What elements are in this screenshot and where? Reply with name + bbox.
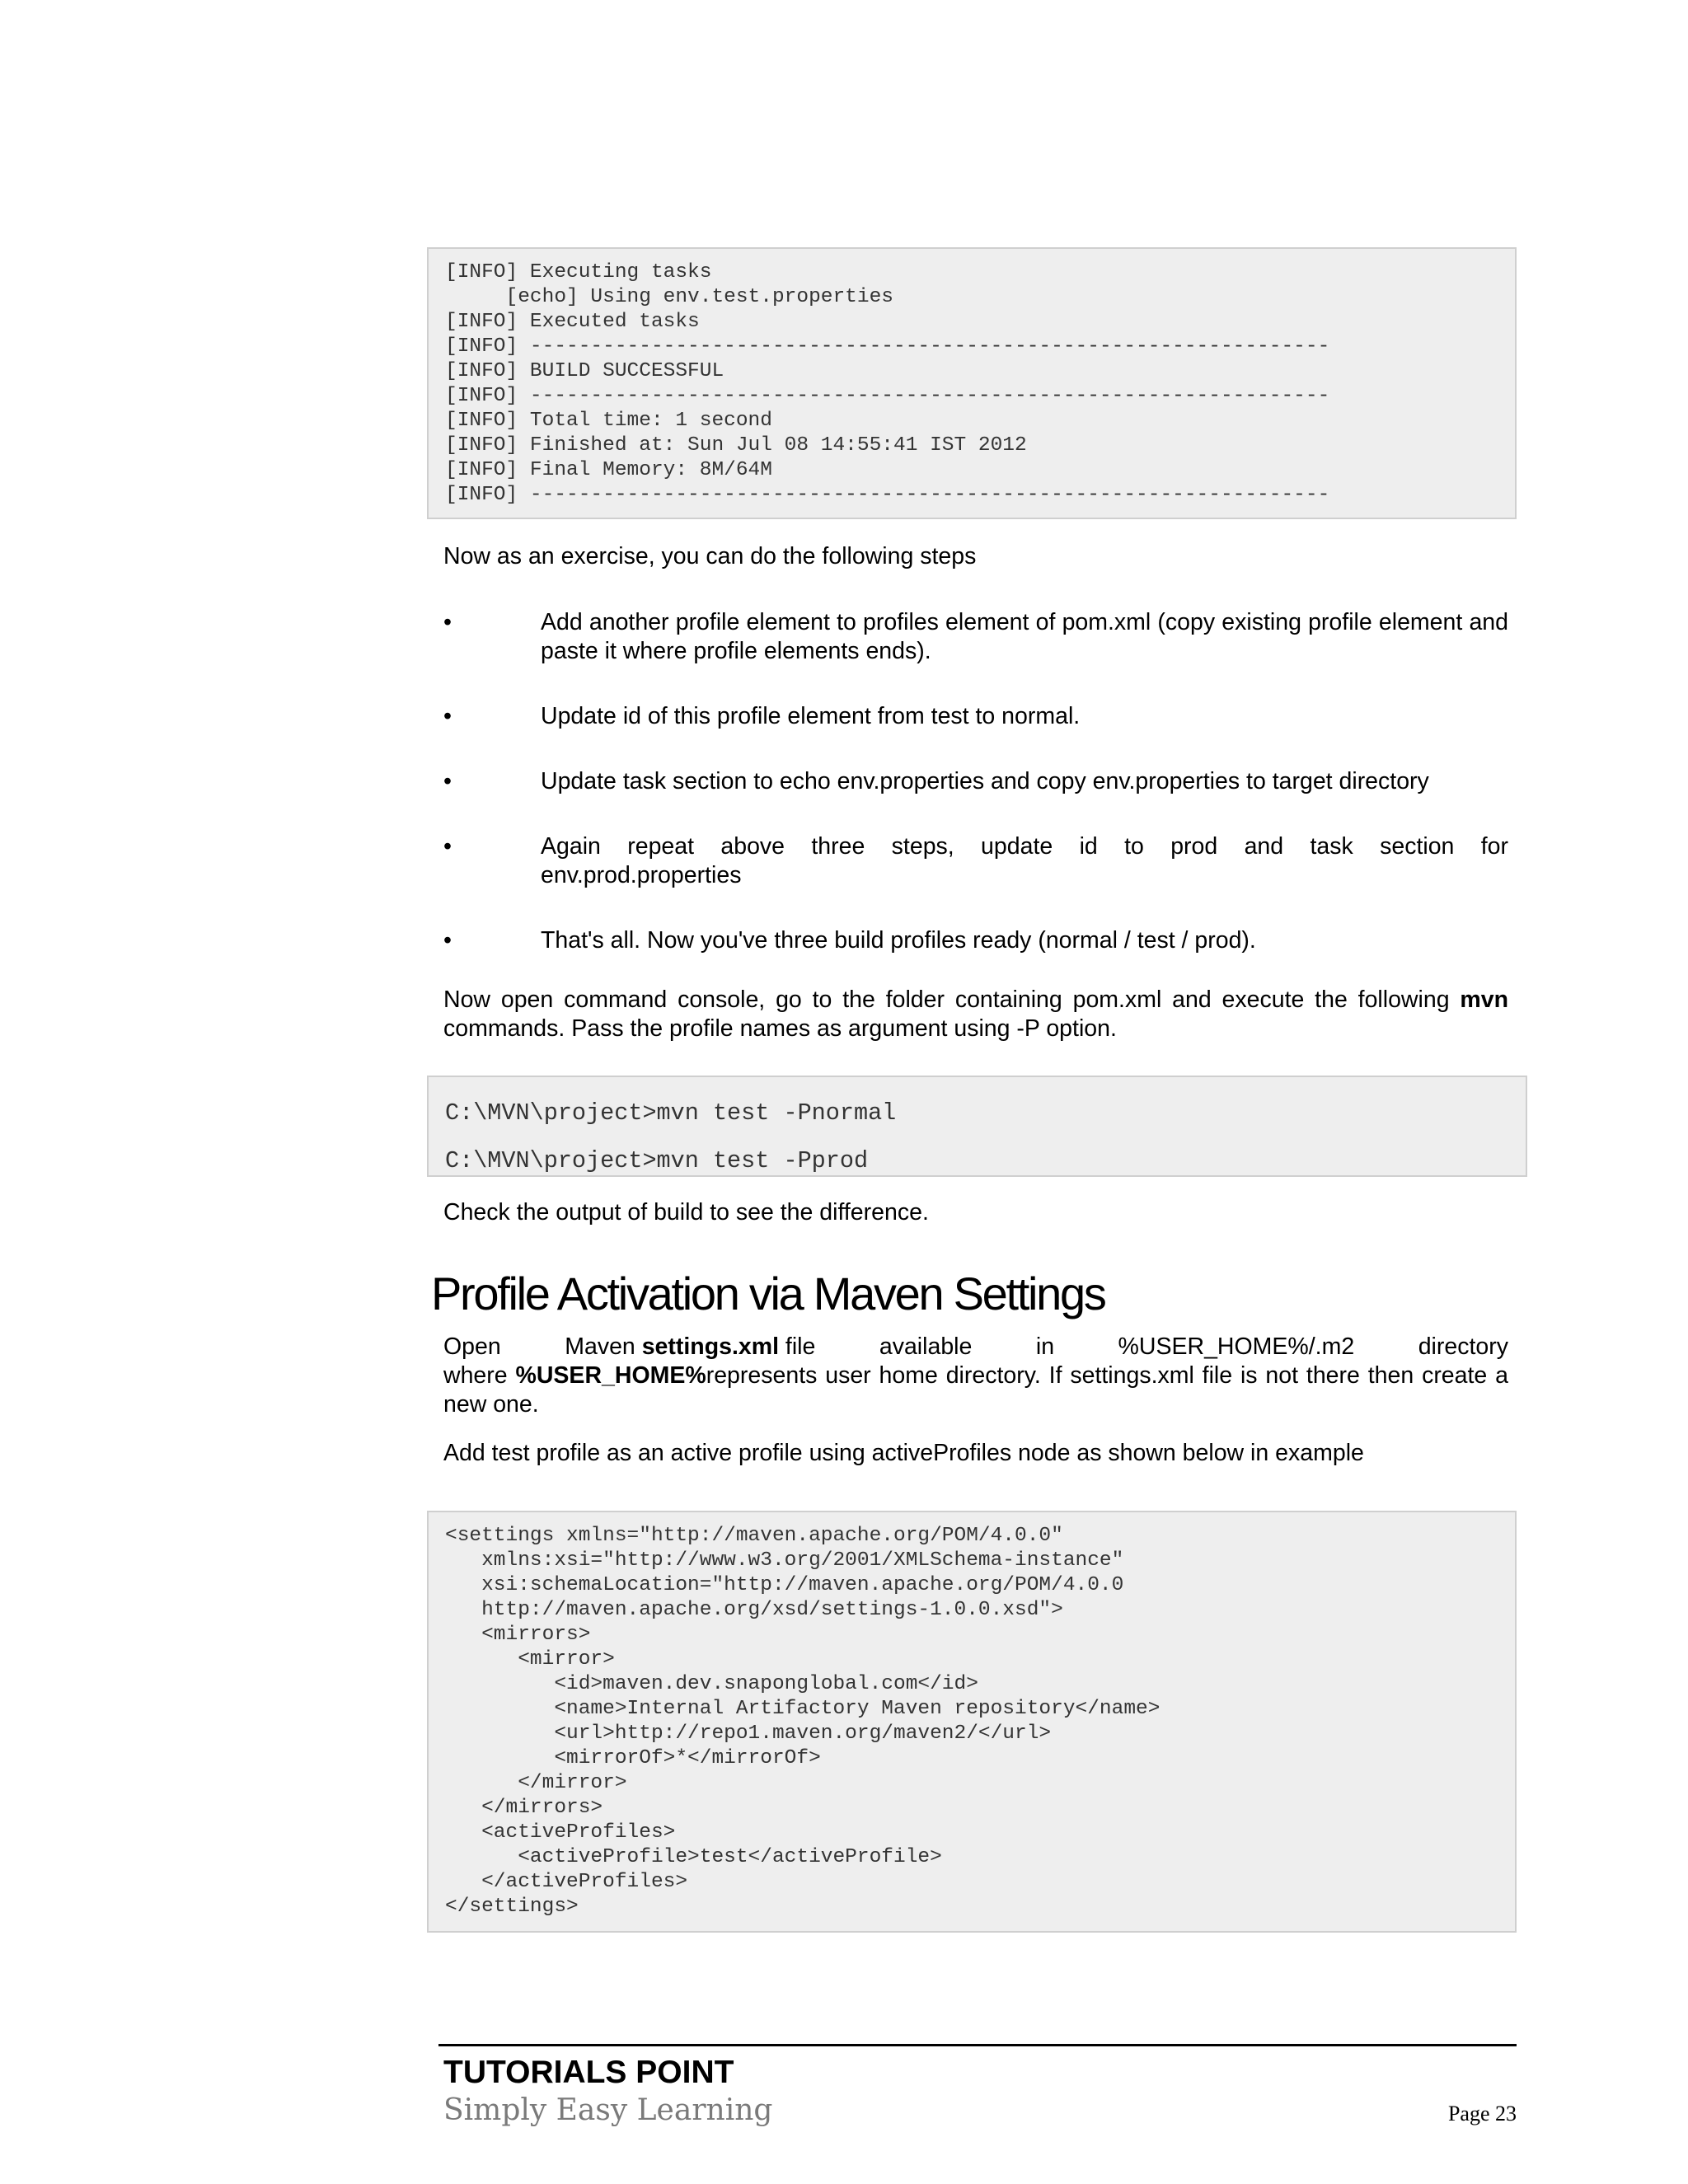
code-line: <mirrorOf>*</mirrorOf>: [445, 1747, 821, 1769]
code-line: <activeProfiles>: [445, 1821, 676, 1844]
list-item-text: Update id of this profile element from test to normal.: [541, 703, 1081, 729]
code-line: [INFO] BUILD SUCCESSFUL: [445, 360, 724, 382]
code-line: <mirrors>: [445, 1624, 591, 1646]
list-item-text: Update task section to echo env.properties and copy env.properties to target directory: [541, 768, 1429, 794]
word: Maven: [565, 1333, 635, 1360]
console-text-before: Now open command console, go to the folder containing pom.xml and execute the following: [443, 987, 1461, 1013]
code-line: [INFO] ------------------------------------------------------------------: [445, 385, 1330, 407]
command-line: C:\MVN\project>mvn test -Pprod: [445, 1147, 869, 1174]
list-item-text: Add another profile element to profiles element of pom.xml (copy existing profile element and paste it where profile elements ends).: [541, 609, 1508, 664]
footer-brand: TUTORIALS POINT: [443, 2055, 734, 2090]
section-heading: Profile Activation via Maven Settings: [431, 1268, 1105, 1319]
mvn-keyword: mvn: [1460, 987, 1508, 1013]
add-profile-text: Add test profile as an active profile using activeProfiles node as shown below in example: [443, 1440, 1364, 1466]
code-line: <id>maven.dev.snaponglobal.com</id>: [445, 1673, 978, 1695]
settings-xml-code-block: [427, 1511, 1517, 1933]
code-line: [INFO] ------------------------------------------------------------------: [445, 484, 1330, 506]
code-line: [echo] Using env.test.properties: [445, 286, 893, 308]
code-line: <activeProfile>test</activeProfile>: [445, 1846, 942, 1868]
exercise-intro: Now as an exercise, you can do the following steps: [443, 543, 977, 569]
where-text: where: [443, 1362, 516, 1389]
rest-text: represents user home directory. If settings.xml file is not there then create a new one.: [443, 1362, 1508, 1418]
word: directory: [1418, 1333, 1508, 1360]
console-text-after: commands. Pass the profile names as argument using -P option.: [443, 1015, 1117, 1042]
list-item-text-continued: env.prod.properties: [541, 862, 742, 888]
code-line: <url>http://repo1.maven.org/maven2/</url>: [445, 1722, 1052, 1745]
commands-code-block: [427, 1076, 1527, 1177]
check-output-text: Check the output of build to see the difference.: [443, 1199, 929, 1226]
code-line: </activeProfiles>: [445, 1871, 688, 1893]
user-home-keyword: %USER_HOME%: [515, 1362, 706, 1389]
bullet-icon: •: [443, 833, 452, 860]
console-instructions: [443, 986, 1508, 1043]
code-line: <name>Internal Artifactory Maven repository</name>: [445, 1698, 1160, 1720]
word: Open: [443, 1333, 501, 1360]
footer-tagline: Simply Easy Learning: [443, 2093, 773, 2127]
footer-divider: [438, 2044, 1517, 2046]
word: available: [879, 1333, 973, 1360]
code-line: [INFO] Total time: 1 second: [445, 410, 772, 432]
code-line: xmlns:xsi="http://www.w3.org/2001/XMLSchema-instance": [445, 1549, 1124, 1572]
code-line: http://maven.apache.org/xsd/settings-1.0.0.xsd">: [445, 1599, 1063, 1621]
code-line: </mirror>: [445, 1772, 627, 1794]
word: in: [1035, 1333, 1055, 1360]
bullet-icon: •: [443, 609, 452, 635]
word: file: [785, 1333, 816, 1360]
code-line: xsi:schemaLocation="http://maven.apache.org/POM/4.0.0: [445, 1574, 1124, 1596]
settings-xml-keyword: settings.xml: [641, 1333, 779, 1360]
code-line: [INFO] Finished at: Sun Jul 08 14:55:41 IST 2012: [445, 434, 1027, 457]
bullet-icon: •: [443, 703, 452, 729]
settings-paragraph-line1: [443, 1333, 1508, 1361]
settings-paragraph: [443, 1333, 1508, 1419]
build-log-code-block: [427, 247, 1517, 519]
code-line: [INFO] ------------------------------------------------------------------: [445, 335, 1330, 358]
list-item-text: Again repeat above three steps, update id to prod and task section for: [541, 833, 1508, 860]
word: %USER_HOME%/.m2: [1118, 1333, 1355, 1360]
code-line: [INFO] Final Memory: 8M/64M: [445, 459, 772, 481]
settings-paragraph-rest: [443, 1361, 1508, 1419]
code-line: <mirror>: [445, 1648, 615, 1671]
bullet-icon: •: [443, 768, 452, 794]
bullet-icon: •: [443, 927, 452, 954]
code-line: <settings xmlns="http://maven.apache.org/POM/4.0.0": [445, 1525, 1063, 1547]
command-line: C:\MVN\project>mvn test -Pnormal: [445, 1099, 897, 1127]
page-number: Page 23: [1447, 2102, 1517, 2125]
code-line: [INFO] Executing tasks: [445, 261, 712, 284]
list-item-text: That's all. Now you've three build profiles ready (normal / test / prod).: [541, 927, 1256, 954]
code-line: [INFO] Executed tasks: [445, 311, 700, 333]
code-line: </settings>: [445, 1896, 579, 1918]
code-line: </mirrors>: [445, 1797, 603, 1819]
